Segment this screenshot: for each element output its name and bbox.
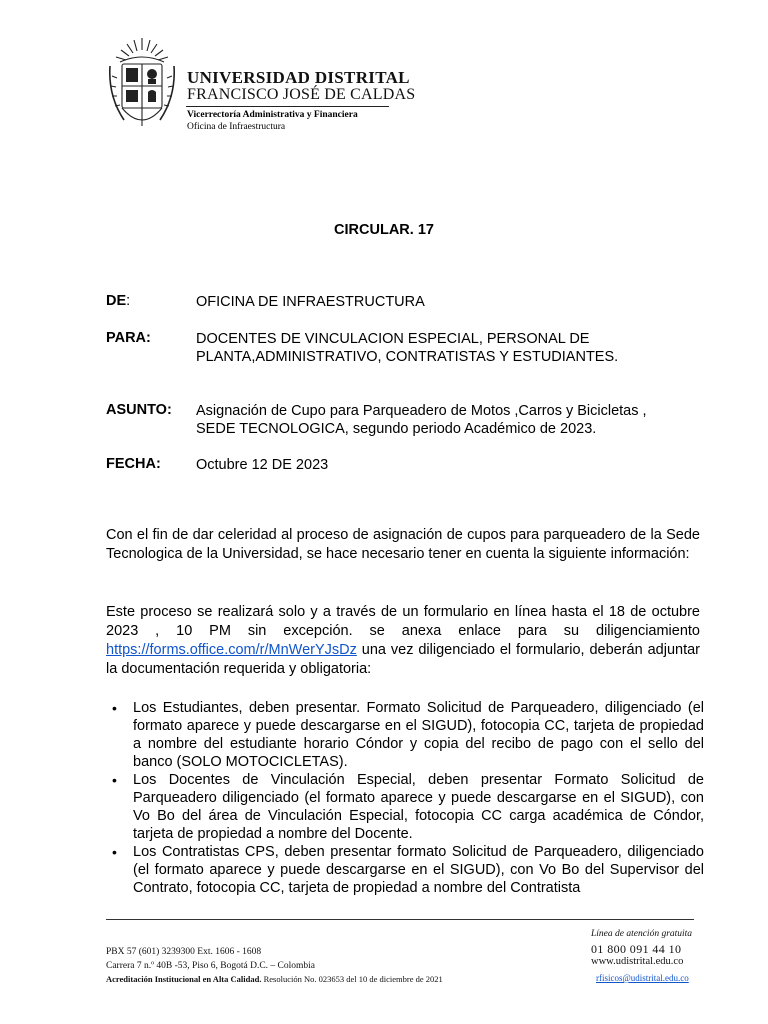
de-label bbox=[106, 293, 130, 309]
form-link[interactable]: https://forms.office.com/r/MnWerYJsDz bbox=[106, 642, 357, 658]
de-label-colon: : bbox=[126, 293, 131, 309]
process-paragraph bbox=[106, 603, 700, 679]
university-subname: FRANCISCO JOSÉ DE CALDAS bbox=[187, 86, 416, 103]
process-text-before: Este proceso se realizará solo y a través de un formulario en línea hasta el 18 de octubre 2023 , 10 PM sin excepción. se anexa enlace para su diligenciamiento bbox=[106, 604, 700, 639]
list-item bbox=[106, 843, 704, 897]
fecha-value: Octubre 12 DE 2023 bbox=[196, 457, 329, 473]
list-item bbox=[106, 771, 704, 843]
footer-accreditation bbox=[106, 974, 443, 984]
intro-paragraph: Con el fin de dar celeridad al proceso de asignación de cupos para parqueadero de la Sede Tecnologica de la Universidad, se hace necesario tener en cuenta la siguiente información: bbox=[106, 527, 700, 562]
hotline-number: 01 800 091 44 10 bbox=[591, 942, 682, 956]
bullet-icon: • bbox=[112, 772, 117, 788]
email-link[interactable]: rfisicos@udistrital.edu.co bbox=[596, 973, 689, 983]
list-item bbox=[106, 699, 704, 771]
bullet-icon: • bbox=[112, 700, 117, 716]
bullet-text-contractors: Los Contratistas CPS, deben presentar formato Solicitud de Parqueadero, diligenciado (el formato aparece y puede descargarse en el SIGUD), con Vo Bo del Supervisor del Contrato, fotocopia CC, tarjeta de propiedad a nombre del Contratista bbox=[133, 844, 704, 896]
hotline-label: Línea de atención gratuita bbox=[591, 929, 693, 939]
requirements-list bbox=[106, 699, 704, 897]
bullet-text-students: Los Estudiantes, deben presentar. Formato Solicitud de Parqueadero, diligenciado (el formato aparece y puede descargarse en el SIGUD), fotocopia CC, tarjeta de propiedad a nombre del estudiante horario Cóndor y copia del recibo de pago con el sello del banco (SOLO MOTOCICLETAS). bbox=[133, 700, 704, 770]
de-label-text: DE bbox=[106, 293, 127, 309]
header-divider bbox=[186, 106, 389, 107]
bullet-icon: • bbox=[112, 844, 117, 860]
office-label: Oficina de Infraestructura bbox=[187, 122, 286, 132]
university-logo bbox=[104, 36, 180, 136]
footer-pbx: PBX 57 (601) 3239300 Ext. 1606 - 1608 bbox=[106, 947, 262, 957]
process-text-after: una vez diligenciado el formulario, deberán adjuntar la documentación requerida y obligatoria: bbox=[106, 642, 700, 677]
para-value: DOCENTES DE VINCULACION ESPECIAL, PERSONAL DE PLANTA,ADMINISTRATIVO, CONTRATISTAS Y ESTUDIANTES. bbox=[196, 331, 619, 365]
bullet-text-teachers: Los Docentes de Vinculación Especial, deben presentar Formato Solicitud de Parqueadero diligenciado (el formato aparece y puede descargarse en el SIGUD), con Vo Bo del área de Vinculación Especial, fotocopia CC carga académica de Cóndor, tarjeta de propiedad a nombre del Docente. bbox=[133, 772, 704, 842]
accreditation-rest: Resolución No. 023653 del 10 de diciembre de 2021 bbox=[261, 974, 443, 984]
para-label: PARA: bbox=[106, 330, 151, 346]
asunto-label: ASUNTO: bbox=[106, 402, 172, 418]
accreditation-bold: Acreditación Institucional en Alta Calidad. bbox=[106, 974, 262, 984]
vicerrectoria-label: Vicerrectoría Administrativa y Financiera bbox=[187, 110, 358, 120]
footer-address: Carrera 7 n.º 40B -53, Piso 6, Bogotá D.C. – Colombia bbox=[106, 961, 316, 971]
circular-title: CIRCULAR. 17 bbox=[334, 222, 434, 238]
de-value: OFICINA DE INFRAESTRUCTURA bbox=[196, 294, 425, 310]
university-name: UNIVERSIDAD DISTRITAL bbox=[187, 68, 410, 87]
fecha-label: FECHA: bbox=[106, 456, 161, 472]
asunto-value: Asignación de Cupo para Parqueadero de Motos ,Carros y Bicicletas , SEDE TECNOLOGICA, segundo periodo Académico de 2023. bbox=[196, 403, 647, 437]
footer-divider bbox=[106, 919, 694, 920]
website[interactable]: www.udistrital.edu.co bbox=[591, 956, 684, 967]
